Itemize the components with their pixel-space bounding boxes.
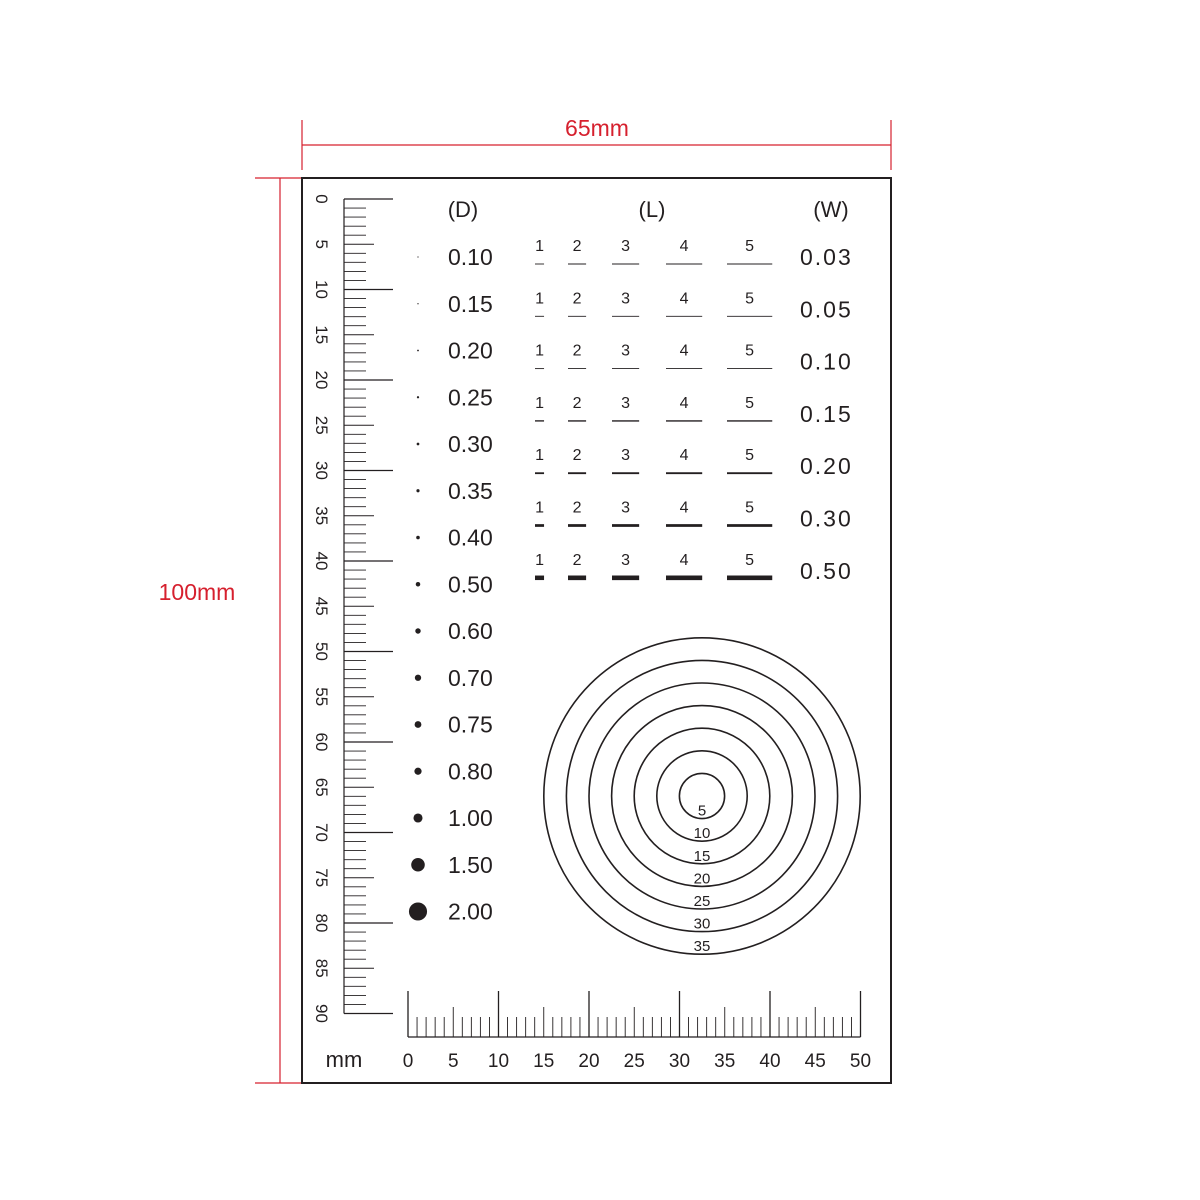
dots-header: (D) bbox=[447, 197, 479, 222]
width-dimension bbox=[302, 115, 891, 170]
line-length-label: 2 bbox=[572, 499, 582, 517]
dot-size-label: 0.40 bbox=[448, 524, 493, 551]
vertical-ruler-label: 15 bbox=[312, 325, 331, 345]
vertical-ruler-label: 75 bbox=[312, 868, 331, 888]
line-width-label: 0.30 bbox=[800, 505, 853, 532]
width-dimension-label: 65mm bbox=[565, 115, 629, 141]
line-length-label: 4 bbox=[679, 394, 689, 412]
dot-size-label: 2.00 bbox=[448, 898, 493, 925]
line-width-label: 0.15 bbox=[800, 400, 853, 427]
dot-size-label: 0.50 bbox=[448, 571, 493, 598]
line-length-label: 3 bbox=[621, 290, 631, 308]
circle-gauge bbox=[544, 638, 860, 955]
dot-sample bbox=[416, 536, 420, 540]
vertical-ruler-label: 90 bbox=[312, 1004, 331, 1023]
horizontal-ruler-label: 50 bbox=[849, 1051, 872, 1072]
line-length-label: 4 bbox=[679, 238, 689, 255]
vertical-ruler bbox=[312, 194, 393, 1023]
line-length-label: 4 bbox=[679, 447, 689, 465]
dot-sample bbox=[417, 443, 420, 446]
horizontal-ruler-label: 45 bbox=[804, 1051, 826, 1072]
dot-sample bbox=[414, 768, 421, 775]
line-length-label: 3 bbox=[621, 238, 631, 255]
vertical-ruler-label: 0 bbox=[312, 194, 331, 204]
dot-size-label: 0.30 bbox=[448, 431, 493, 457]
unit-label: mm bbox=[325, 1047, 363, 1072]
line-width-label: 0.10 bbox=[800, 348, 853, 375]
line-length-label: 2 bbox=[572, 447, 582, 465]
vertical-ruler-label: 5 bbox=[312, 239, 331, 249]
dot-sample bbox=[416, 582, 421, 587]
width-header: (W) bbox=[813, 197, 849, 222]
vertical-ruler-label: 30 bbox=[312, 461, 331, 480]
line-length-label: 4 bbox=[679, 551, 689, 569]
dot-sample bbox=[413, 813, 422, 822]
circle-ring bbox=[634, 728, 770, 864]
vertical-ruler-label: 50 bbox=[312, 642, 331, 661]
circle-ring-label: 20 bbox=[693, 870, 711, 888]
line-length-label: 1 bbox=[535, 238, 544, 255]
dot-sample bbox=[409, 902, 427, 920]
dot-size-label: 0.25 bbox=[448, 384, 493, 411]
circle-ring-label: 30 bbox=[693, 915, 711, 933]
vertical-ruler-label: 20 bbox=[312, 370, 331, 390]
line-length-label: 1 bbox=[535, 342, 544, 360]
horizontal-ruler-label: 30 bbox=[668, 1051, 691, 1072]
line-length-label: 5 bbox=[745, 342, 755, 360]
vertical-ruler-label: 45 bbox=[312, 596, 331, 616]
line-length-label: 2 bbox=[572, 238, 582, 255]
line-length-label: 3 bbox=[621, 551, 631, 569]
dot-sample bbox=[417, 350, 419, 352]
line-gauge bbox=[535, 238, 853, 584]
horizontal-ruler-label: 0 bbox=[402, 1051, 414, 1072]
dot-size-label: 0.20 bbox=[448, 337, 493, 364]
line-length-label: 3 bbox=[621, 342, 631, 360]
line-length-label: 2 bbox=[572, 394, 582, 412]
dot-size-label: 0.70 bbox=[448, 664, 493, 691]
horizontal-ruler-label: 15 bbox=[533, 1051, 555, 1072]
line-length-label: 5 bbox=[745, 290, 755, 308]
height-dimension bbox=[159, 178, 305, 1083]
dot-size-label: 0.35 bbox=[448, 477, 493, 504]
line-length-label: 1 bbox=[535, 290, 544, 308]
circle-ring-label: 5 bbox=[697, 802, 707, 820]
vertical-ruler-label: 70 bbox=[312, 823, 331, 842]
line-length-label: 4 bbox=[679, 499, 689, 517]
dot-sample bbox=[415, 628, 420, 633]
dot-sample bbox=[411, 858, 425, 872]
line-length-label: 3 bbox=[621, 447, 631, 465]
horizontal-ruler-label: 40 bbox=[759, 1051, 781, 1072]
vertical-ruler-label: 35 bbox=[312, 506, 331, 526]
dot-size-label: 1.00 bbox=[448, 805, 493, 831]
vertical-ruler-label: 25 bbox=[312, 415, 331, 435]
line-length-label: 1 bbox=[535, 499, 544, 517]
vertical-ruler-label: 85 bbox=[312, 958, 331, 978]
line-length-label: 1 bbox=[535, 394, 544, 412]
dot-sample bbox=[415, 721, 422, 728]
horizontal-ruler-label: 10 bbox=[487, 1051, 510, 1072]
dot-size-label: 0.60 bbox=[448, 618, 493, 644]
horizontal-ruler bbox=[403, 991, 871, 1072]
height-dimension-label: 100mm bbox=[158, 579, 236, 605]
dot-sample bbox=[415, 675, 421, 681]
circle-ring-label: 25 bbox=[693, 893, 711, 910]
line-length-label: 1 bbox=[535, 447, 544, 465]
vertical-ruler-label: 10 bbox=[312, 280, 331, 299]
lines-header: (L) bbox=[638, 197, 666, 222]
dot-sample bbox=[416, 489, 419, 492]
circle-ring-label: 15 bbox=[693, 847, 711, 865]
line-length-label: 2 bbox=[572, 342, 582, 360]
line-width-label: 0.05 bbox=[800, 296, 853, 323]
line-width-label: 0.50 bbox=[800, 557, 853, 584]
vertical-ruler-label: 80 bbox=[312, 913, 331, 933]
line-length-label: 2 bbox=[572, 551, 582, 569]
vertical-ruler-label: 60 bbox=[312, 732, 331, 752]
line-length-label: 5 bbox=[745, 551, 755, 569]
horizontal-ruler-label: 5 bbox=[447, 1051, 459, 1072]
horizontal-ruler-label: 25 bbox=[623, 1051, 645, 1072]
circle-ring-label: 35 bbox=[693, 938, 711, 956]
dot-sample bbox=[417, 303, 418, 304]
dot-size-label: 0.80 bbox=[448, 758, 493, 785]
dot-size-label: 1.50 bbox=[448, 851, 493, 878]
horizontal-ruler-label: 20 bbox=[578, 1051, 600, 1072]
dot-size-gauge bbox=[409, 244, 493, 925]
line-length-label: 5 bbox=[745, 238, 755, 255]
dot-size-label: 0.15 bbox=[448, 290, 493, 317]
circle-ring-label: 10 bbox=[693, 825, 711, 843]
line-length-label: 5 bbox=[745, 499, 755, 517]
dot-size-label: 0.10 bbox=[448, 244, 493, 270]
vertical-ruler-label: 40 bbox=[312, 551, 331, 571]
dot-size-label: 0.75 bbox=[448, 711, 493, 738]
horizontal-ruler-label: 35 bbox=[714, 1051, 736, 1072]
line-length-label: 5 bbox=[745, 394, 755, 412]
dot-sample bbox=[417, 256, 418, 257]
line-length-label: 5 bbox=[745, 447, 755, 465]
line-length-label: 3 bbox=[621, 499, 631, 517]
line-width-label: 0.03 bbox=[800, 244, 853, 270]
line-length-label: 3 bbox=[621, 394, 631, 412]
line-length-label: 4 bbox=[679, 342, 689, 360]
circle-ring bbox=[566, 660, 837, 931]
line-length-label: 1 bbox=[535, 551, 544, 569]
line-length-label: 4 bbox=[679, 290, 689, 308]
line-length-label: 2 bbox=[572, 290, 582, 308]
dot-sample bbox=[417, 396, 419, 398]
line-width-label: 0.20 bbox=[800, 453, 853, 480]
vertical-ruler-label: 65 bbox=[312, 777, 331, 797]
vertical-ruler-label: 55 bbox=[312, 687, 331, 707]
